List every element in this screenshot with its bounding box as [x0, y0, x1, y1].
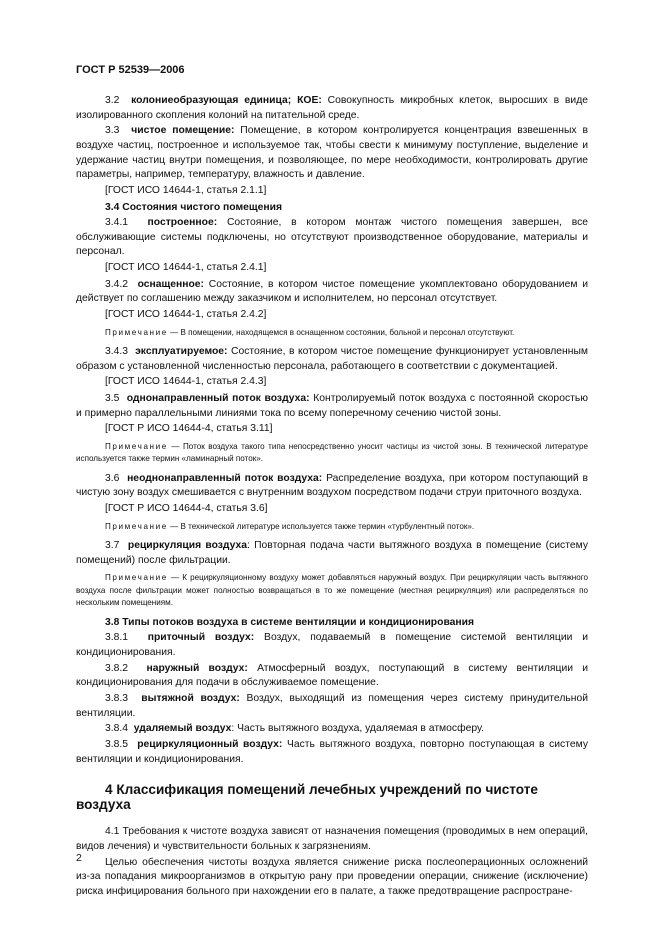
clause-number: 3.8.2	[105, 662, 129, 674]
page-number: 2	[76, 852, 82, 864]
note	[76, 327, 588, 339]
clause-number: 3.4.3	[105, 346, 129, 358]
subsection-heading-3-8: 3.8 Типы потоков воздуха в системе вентиляции и кондиционирования	[105, 616, 475, 628]
term: оснащенное:	[137, 278, 204, 290]
running-header: ГОСТ Р 52539—2006	[76, 64, 185, 76]
term: рециркуляционный воздух:	[137, 739, 283, 751]
definition: : Часть вытяжного воздуха, удаляемая в атмосферу.	[231, 723, 484, 735]
definition: Состояние, в котором монтаж чистого помещения завершен, все обслуживающие системы подключены, но отсутствуют производственное оборудование, материалы и персонал.	[76, 217, 588, 258]
definition: Контролируемый поток воздуха с постоянной скоростью и примерно параллельными линиями тока по всему поперечному сечению чистой зоны.	[76, 393, 588, 419]
definition: Воздух, выходящий из помещения через систему принудительной вентиляции.	[76, 692, 589, 719]
reference: [ГОСТ Р ИСО 14644-4, статья 3.6]	[105, 503, 268, 515]
term: наружный воздух:	[146, 662, 248, 674]
note	[76, 572, 588, 609]
term: чистое помещение:	[131, 125, 235, 137]
clause-number: 3.4.1	[105, 217, 129, 229]
reference: [ГОСТ ИСО 14644-1, статья 2.1.1]	[105, 184, 267, 196]
clause-number: 3.7	[105, 540, 120, 552]
note-text: — В помещении, находящемся в оснащенном состоянии, больной и персонал отсутствуют.	[167, 327, 515, 337]
definition: Помещение, в котором контролируется концентрация взвешенных в воздухе частиц, построенное и используемое так, чтобы свести к минимуму поступление, выделение и удержание частиц внутри помещения, и позволяющее, по мере необходимости, контролировать другие параметры, например, температуру, влажность и давление.	[76, 125, 588, 181]
note-label: Примечание	[105, 327, 168, 337]
clause-3-2	[76, 94, 588, 123]
reference: [ГОСТ Р ИСО 14644-4, статья 3.11]	[105, 423, 273, 435]
clause-number: 3.8.4	[105, 723, 129, 735]
clause-number: 3.8.5	[105, 739, 129, 751]
clause-3-3	[76, 124, 588, 182]
term: эксплуатируемое:	[135, 346, 228, 358]
note-label: Примечание	[105, 442, 168, 451]
definition: Атмосферный воздух, поступающий в систему вентиляции и кондиционирования для подачи в обслуживаемое помещение.	[76, 662, 589, 689]
clause-number: 3.4.2	[105, 278, 129, 290]
note-text: — В технической литературе используется также термин «турбулентный поток».	[167, 521, 475, 531]
reference: [ГОСТ ИСО 14644-1, статья 2.4.3]	[105, 376, 267, 388]
clause-3-8-3	[76, 692, 588, 721]
note-label: Примечание	[105, 521, 168, 531]
clause-3-5	[76, 392, 588, 421]
definition: Состояние, в котором чистое помещение функционирует установленным образом с установленной численностью персонала, работающего в соответствии с документацией.	[76, 346, 589, 372]
clause-3-4-3	[76, 345, 588, 374]
term: построенное:	[147, 217, 218, 229]
term: вытяжной воздух:	[141, 692, 240, 704]
note	[76, 521, 588, 533]
clause-number: 3.3	[105, 125, 120, 137]
clause-3-4-1	[76, 216, 588, 260]
clause-number: 3.8.1	[105, 632, 129, 644]
page-body	[76, 94, 588, 901]
definition: Распределение воздуха, при котором поступающий в чистую зону воздух смешивается с внутренним воздухом посредством подачи струи приточного воздуха.	[76, 472, 589, 499]
definition: Совокупность микробных клеток, выросших в виде изолированного скопления колоний на питательной среде.	[76, 95, 588, 121]
term: рециркуляция воздуха	[127, 540, 247, 552]
definition: Часть вытяжного воздуха, повторно поступающая в систему вентиляции и кондиционирования.	[76, 739, 589, 765]
definition: Воздух, подаваемый в помещение системой вентиляции и кондиционирования.	[76, 632, 588, 658]
clause-4-1-continuation: Целью обеспечения чистоты воздуха является снижение риска послеоперационных осложнений из-за попадания микроорганизмов в открытую рану при проведении операции, снижение (исключение) риска инфицирования больного при нахождении его в палате, а также предотвращение распростране-	[76, 856, 588, 898]
reference: [ГОСТ ИСО 14644-1, статья 2.4.1]	[105, 262, 267, 274]
note-text: — Поток воздуха такого типа непосредственно уносит частицы из чистой зоны. В технической литературе используется также термин «ламинарный поток».	[76, 442, 588, 464]
clause-3-7	[76, 539, 588, 568]
section-heading-4: 4 Классификация помещений лечебных учреждений по чистоте воздуха	[76, 782, 538, 812]
reference: [ГОСТ ИСО 14644-1, статья 2.4.2]	[105, 309, 267, 321]
note-text: — К рециркуляционному воздуху может добавляться наружный воздух. При рециркуляции часть вытяжного воздуха после фильтрации может полностью возвращаться в то же помещение (местная рециркуляция) или распределяться по нескольким помещениям.	[76, 573, 588, 608]
term: колониеобразующая единица; КОЕ:	[131, 95, 322, 106]
note	[76, 441, 588, 466]
clause-3-8-4	[76, 722, 588, 737]
term: однонаправленный поток воздуха:	[126, 393, 310, 405]
clause-3-6	[76, 472, 588, 501]
term: приточный воздух:	[147, 632, 255, 644]
term: неоднонаправленный поток воздуха:	[127, 472, 323, 484]
clause-number: 3.5	[105, 393, 120, 405]
clause-3-8-1	[76, 631, 588, 660]
clause-number: 3.2	[105, 95, 120, 106]
clause-number: 3.6	[105, 472, 120, 484]
term: удаляемый воздух	[133, 723, 232, 735]
clause-number: 3.8.3	[105, 692, 129, 704]
clause-3-8-2	[76, 662, 588, 691]
clause-4-1: 4.1 Требования к чистоте воздуха зависят от назначения помещения (проводимых в нем операций, видов лечения) и чувствительности больных к загрязнениям.	[76, 826, 588, 853]
note-label: Примечание	[105, 573, 168, 583]
definition: Состояние, в котором чистое помещение укомплектовано оборудованием и действует по соглашению между заказчиком и исполнителем, но персонал отсутствует.	[76, 278, 588, 305]
clause-3-4-2	[76, 278, 588, 307]
definition: : Повторная подача части вытяжного воздуха в помещение (систему помещений) после фильтрации.	[76, 540, 588, 566]
clause-3-8-5	[76, 738, 588, 767]
subsection-heading-3-4: 3.4 Состояния чистого помещения	[105, 201, 283, 213]
